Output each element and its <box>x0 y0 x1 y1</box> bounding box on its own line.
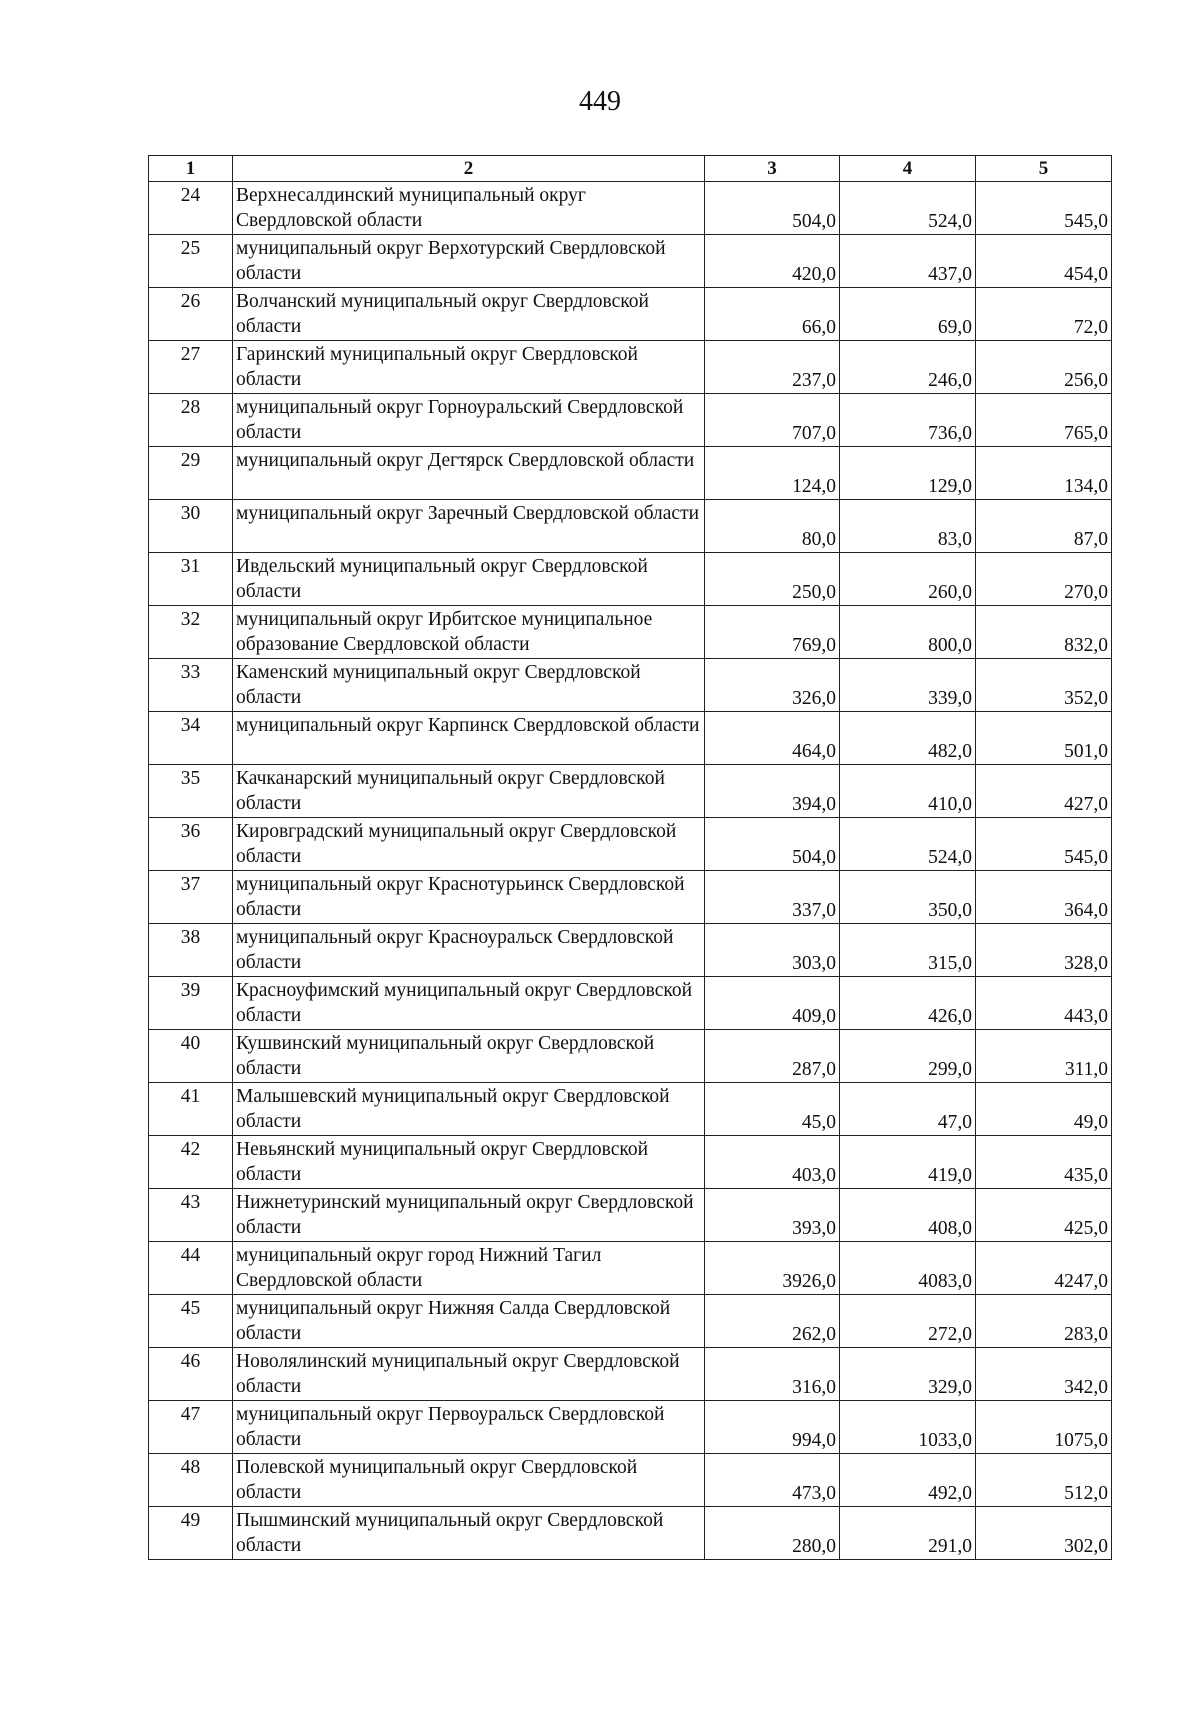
table-row <box>149 1083 1112 1136</box>
page-number: 449 <box>579 86 621 117</box>
value-col-3: 237,0 <box>705 341 840 394</box>
municipality-name: муниципальный округ Дегтярск Свердловской области <box>233 447 705 500</box>
value-col-3: 420,0 <box>705 235 840 288</box>
table-row <box>149 1454 1112 1507</box>
row-number: 30 <box>149 500 233 553</box>
table-row <box>149 1030 1112 1083</box>
value-col-4: 437,0 <box>840 235 976 288</box>
row-number: 31 <box>149 553 233 606</box>
value-col-5: 1075,0 <box>976 1401 1112 1454</box>
table-row <box>149 553 1112 606</box>
row-number: 37 <box>149 871 233 924</box>
value-col-5: 134,0 <box>976 447 1112 500</box>
table-row <box>149 341 1112 394</box>
municipality-name: Верхнесалдинский муниципальный округ Свердловской области <box>233 182 705 235</box>
row-number: 41 <box>149 1083 233 1136</box>
table-row <box>149 1348 1112 1401</box>
value-col-5: 545,0 <box>976 818 1112 871</box>
header-row <box>149 156 1112 182</box>
value-col-5: 256,0 <box>976 341 1112 394</box>
value-col-3: 66,0 <box>705 288 840 341</box>
value-col-4: 260,0 <box>840 553 976 606</box>
municipality-name: Кировградский муниципальный округ Свердловской области <box>233 818 705 871</box>
value-col-3: 280,0 <box>705 1507 840 1560</box>
value-col-4: 736,0 <box>840 394 976 447</box>
value-col-5: 302,0 <box>976 1507 1112 1560</box>
value-col-3: 326,0 <box>705 659 840 712</box>
header-col-3: 3 <box>705 156 840 182</box>
value-col-4: 272,0 <box>840 1295 976 1348</box>
value-col-4: 69,0 <box>840 288 976 341</box>
row-number: 47 <box>149 1401 233 1454</box>
value-col-5: 501,0 <box>976 712 1112 765</box>
value-col-3: 473,0 <box>705 1454 840 1507</box>
municipality-name: Малышевский муниципальный округ Свердловской области <box>233 1083 705 1136</box>
table-row <box>149 712 1112 765</box>
value-col-4: 315,0 <box>840 924 976 977</box>
municipality-name: Ивдельский муниципальный округ Свердловской области <box>233 553 705 606</box>
value-col-3: 316,0 <box>705 1348 840 1401</box>
header-col-5: 5 <box>976 156 1112 182</box>
table-row <box>149 977 1112 1030</box>
row-number: 39 <box>149 977 233 1030</box>
value-col-4: 408,0 <box>840 1189 976 1242</box>
value-col-4: 329,0 <box>840 1348 976 1401</box>
value-col-3: 464,0 <box>705 712 840 765</box>
value-col-4: 350,0 <box>840 871 976 924</box>
value-col-3: 393,0 <box>705 1189 840 1242</box>
table-row <box>149 288 1112 341</box>
value-col-5: 283,0 <box>976 1295 1112 1348</box>
table-body <box>149 182 1112 1560</box>
value-col-4: 299,0 <box>840 1030 976 1083</box>
value-col-3: 394,0 <box>705 765 840 818</box>
value-col-4: 83,0 <box>840 500 976 553</box>
row-number: 28 <box>149 394 233 447</box>
municipality-name: Полевской муниципальный округ Свердловской области <box>233 1454 705 1507</box>
row-number: 29 <box>149 447 233 500</box>
row-number: 34 <box>149 712 233 765</box>
value-col-5: 765,0 <box>976 394 1112 447</box>
row-number: 33 <box>149 659 233 712</box>
value-col-3: 250,0 <box>705 553 840 606</box>
row-number: 49 <box>149 1507 233 1560</box>
table-header <box>149 156 1112 182</box>
value-col-3: 707,0 <box>705 394 840 447</box>
row-number: 42 <box>149 1136 233 1189</box>
row-number: 38 <box>149 924 233 977</box>
municipality-name: Пышминский муниципальный округ Свердловской области <box>233 1507 705 1560</box>
table-row <box>149 818 1112 871</box>
value-col-3: 504,0 <box>705 182 840 235</box>
value-col-5: 443,0 <box>976 977 1112 1030</box>
value-col-5: 342,0 <box>976 1348 1112 1401</box>
row-number: 25 <box>149 235 233 288</box>
value-col-5: 328,0 <box>976 924 1112 977</box>
value-col-4: 524,0 <box>840 182 976 235</box>
value-col-4: 410,0 <box>840 765 976 818</box>
value-col-4: 524,0 <box>840 818 976 871</box>
value-col-3: 994,0 <box>705 1401 840 1454</box>
municipality-name: муниципальный округ Красноуральск Свердловской области <box>233 924 705 977</box>
municipality-name: муниципальный округ город Нижний Тагил Свердловской области <box>233 1242 705 1295</box>
value-col-5: 427,0 <box>976 765 1112 818</box>
value-col-4: 482,0 <box>840 712 976 765</box>
data-table <box>148 155 1112 1560</box>
value-col-3: 504,0 <box>705 818 840 871</box>
table-row <box>149 1295 1112 1348</box>
value-col-3: 262,0 <box>705 1295 840 1348</box>
table-row <box>149 1242 1112 1295</box>
municipality-name: Новолялинский муниципальный округ Свердловской области <box>233 1348 705 1401</box>
value-col-5: 425,0 <box>976 1189 1112 1242</box>
table-row <box>149 447 1112 500</box>
municipality-name: муниципальный округ Ирбитское муниципальное образование Свердловской области <box>233 606 705 659</box>
value-col-5: 72,0 <box>976 288 1112 341</box>
value-col-3: 409,0 <box>705 977 840 1030</box>
value-col-3: 303,0 <box>705 924 840 977</box>
value-col-5: 545,0 <box>976 182 1112 235</box>
row-number: 36 <box>149 818 233 871</box>
value-col-5: 512,0 <box>976 1454 1112 1507</box>
value-col-4: 492,0 <box>840 1454 976 1507</box>
table-row <box>149 765 1112 818</box>
table-row <box>149 1507 1112 1560</box>
municipality-name: муниципальный округ Горноуральский Свердловской области <box>233 394 705 447</box>
row-number: 32 <box>149 606 233 659</box>
table-row <box>149 1189 1112 1242</box>
table-row <box>149 659 1112 712</box>
value-col-3: 769,0 <box>705 606 840 659</box>
table-row <box>149 500 1112 553</box>
row-number: 26 <box>149 288 233 341</box>
table-row <box>149 1401 1112 1454</box>
municipality-name: муниципальный округ Карпинск Свердловской области <box>233 712 705 765</box>
value-col-5: 364,0 <box>976 871 1112 924</box>
municipality-name: муниципальный округ Верхотурский Свердловской области <box>233 235 705 288</box>
municipality-name: Кушвинский муниципальный округ Свердловской области <box>233 1030 705 1083</box>
row-number: 27 <box>149 341 233 394</box>
value-col-5: 270,0 <box>976 553 1112 606</box>
value-col-5: 87,0 <box>976 500 1112 553</box>
row-number: 35 <box>149 765 233 818</box>
value-col-4: 800,0 <box>840 606 976 659</box>
table-row <box>149 1136 1112 1189</box>
table-row <box>149 235 1112 288</box>
value-col-3: 45,0 <box>705 1083 840 1136</box>
header-col-4: 4 <box>840 156 976 182</box>
value-col-3: 403,0 <box>705 1136 840 1189</box>
municipality-name: Невьянский муниципальный округ Свердловской области <box>233 1136 705 1189</box>
row-number: 43 <box>149 1189 233 1242</box>
value-col-4: 339,0 <box>840 659 976 712</box>
table-row <box>149 871 1112 924</box>
value-col-5: 832,0 <box>976 606 1112 659</box>
municipality-name: Гаринский муниципальный округ Свердловской области <box>233 341 705 394</box>
value-col-5: 352,0 <box>976 659 1112 712</box>
value-col-4: 129,0 <box>840 447 976 500</box>
value-col-4: 426,0 <box>840 977 976 1030</box>
municipality-name: Нижнетуринский муниципальный округ Свердловской области <box>233 1189 705 1242</box>
municipality-name: Качканарский муниципальный округ Свердловской области <box>233 765 705 818</box>
row-number: 45 <box>149 1295 233 1348</box>
value-col-3: 3926,0 <box>705 1242 840 1295</box>
value-col-5: 454,0 <box>976 235 1112 288</box>
row-number: 40 <box>149 1030 233 1083</box>
row-number: 44 <box>149 1242 233 1295</box>
value-col-3: 287,0 <box>705 1030 840 1083</box>
row-number: 24 <box>149 182 233 235</box>
value-col-4: 419,0 <box>840 1136 976 1189</box>
header-col-1: 1 <box>149 156 233 182</box>
value-col-5: 311,0 <box>976 1030 1112 1083</box>
header-col-2: 2 <box>233 156 705 182</box>
value-col-4: 246,0 <box>840 341 976 394</box>
municipality-name: муниципальный округ Заречный Свердловской области <box>233 500 705 553</box>
table-row <box>149 924 1112 977</box>
value-col-5: 435,0 <box>976 1136 1112 1189</box>
value-col-4: 1033,0 <box>840 1401 976 1454</box>
municipality-name: муниципальный округ Нижняя Салда Свердловской области <box>233 1295 705 1348</box>
value-col-4: 47,0 <box>840 1083 976 1136</box>
value-col-5: 49,0 <box>976 1083 1112 1136</box>
value-col-3: 80,0 <box>705 500 840 553</box>
municipality-name: Красноуфимский муниципальный округ Свердловской области <box>233 977 705 1030</box>
municipality-name: муниципальный округ Краснотурьинск Свердловской области <box>233 871 705 924</box>
value-col-3: 124,0 <box>705 447 840 500</box>
value-col-3: 337,0 <box>705 871 840 924</box>
value-col-4: 4083,0 <box>840 1242 976 1295</box>
municipality-name: Каменский муниципальный округ Свердловской области <box>233 659 705 712</box>
municipality-name: Волчанский муниципальный округ Свердловской области <box>233 288 705 341</box>
table-row <box>149 606 1112 659</box>
row-number: 46 <box>149 1348 233 1401</box>
table-row <box>149 394 1112 447</box>
value-col-4: 291,0 <box>840 1507 976 1560</box>
municipality-name: муниципальный округ Первоуральск Свердловской области <box>233 1401 705 1454</box>
row-number: 48 <box>149 1454 233 1507</box>
value-col-5: 4247,0 <box>976 1242 1112 1295</box>
table-row <box>149 182 1112 235</box>
